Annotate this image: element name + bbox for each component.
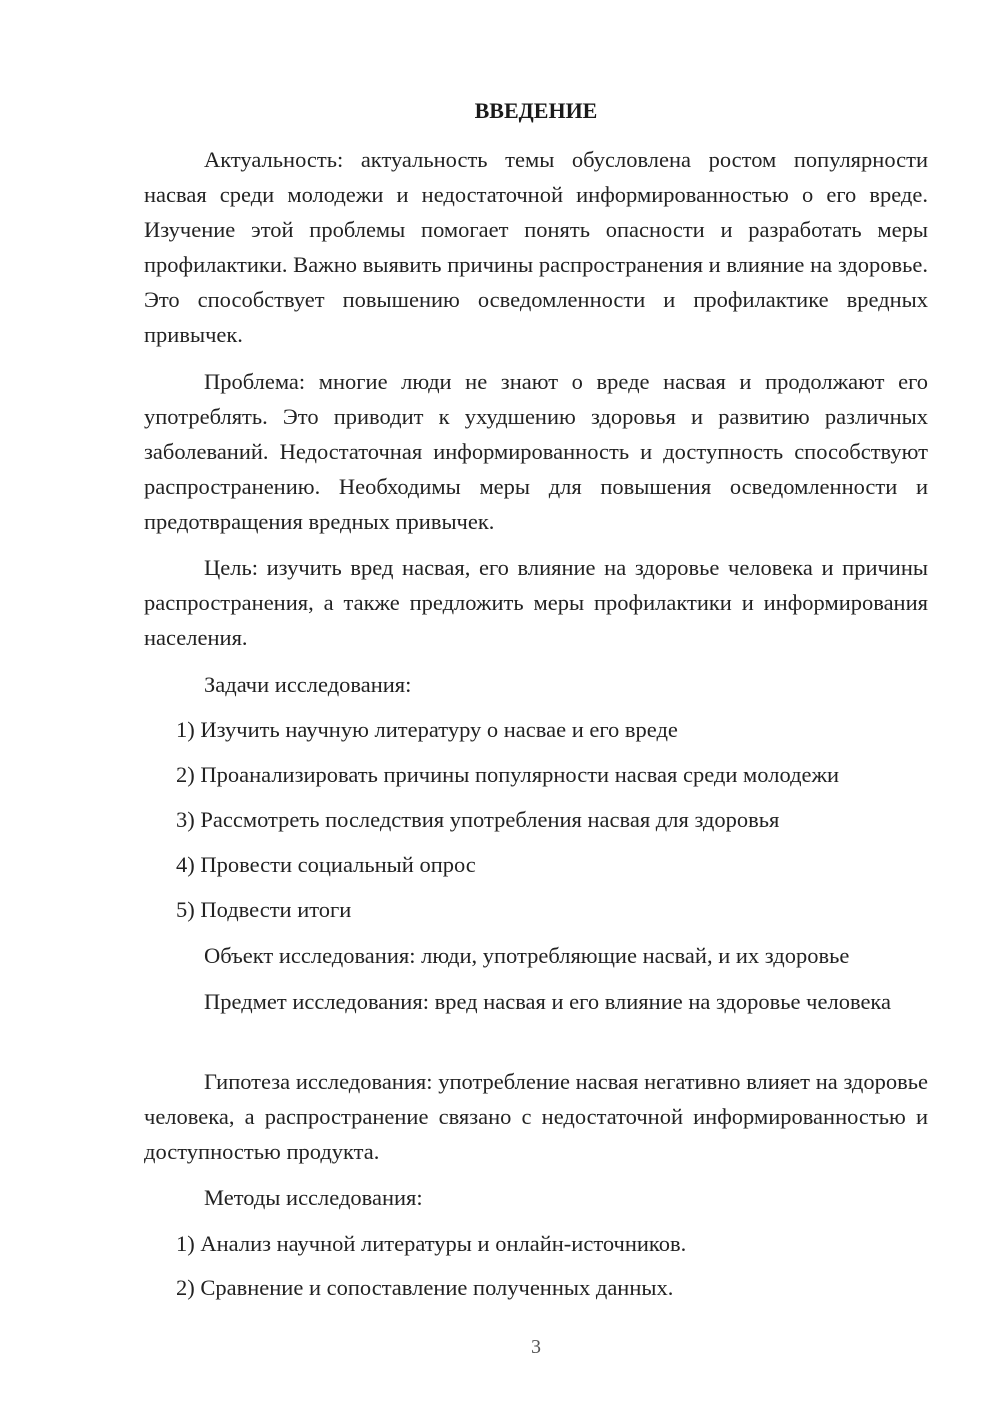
method-item: 1) Анализ научной литературы и онлайн-источников. bbox=[176, 1231, 687, 1256]
subject-paragraph: Предмет исследования: вред насвая и его влияние на здоровье человека bbox=[204, 989, 892, 1014]
task-item: 4) Провести социальный опрос bbox=[176, 852, 476, 877]
method-item: 2) Сравнение и сопоставление полученных данных. bbox=[176, 1275, 674, 1300]
page-title: ВВЕДЕНИЕ bbox=[474, 98, 598, 123]
problem-paragraph: Проблема: многие люди не знают о вреде насвая и продолжают его употреблять. Это приводит к ухудшению здоровья и развитию различных заболеваний. Недостаточная информированность и доступность способствуют распространению. Необходимы меры для повышения осведомленности и предотвращения вредных привычек. bbox=[144, 369, 928, 534]
task-item: 2) Проанализировать причины популярности насвая среди молодежи bbox=[176, 762, 840, 787]
tasks-heading: Задачи исследования: bbox=[204, 672, 412, 697]
goal-paragraph: Цель: изучить вред насвая, его влияние на здоровье человека и причины распространения, а также предложить меры профилактики и информирования населения. bbox=[144, 555, 928, 650]
methods-heading: Методы исследования: bbox=[204, 1185, 423, 1210]
page-number: 3 bbox=[531, 1336, 541, 1358]
task-item: 5) Подвести итоги bbox=[176, 897, 352, 922]
hypothesis-paragraph: Гипотеза исследования: употребление насвая негативно влияет на здоровье человека, а распространение связано с недостаточной информированностью и доступностью продукта. bbox=[144, 1069, 928, 1164]
relevance-paragraph: Актуальность: актуальность темы обусловлена ростом популярности насвая среди молодежи и недостаточной информированностью о его вреде. Изучение этой проблемы помогает понять опасности и разработать меры профилактики. Важно выявить причины распространения и влияние на здоровье. Это способствует повышению осведомленности и профилактике вредных привычек. bbox=[144, 147, 928, 347]
task-item: 1) Изучить научную литературу о насвае и его вреде bbox=[176, 717, 678, 742]
task-item: 3) Рассмотреть последствия употребления насвая для здоровья bbox=[176, 807, 780, 832]
object-paragraph: Объект исследования: люди, употребляющие насвай, и их здоровье bbox=[204, 943, 850, 968]
